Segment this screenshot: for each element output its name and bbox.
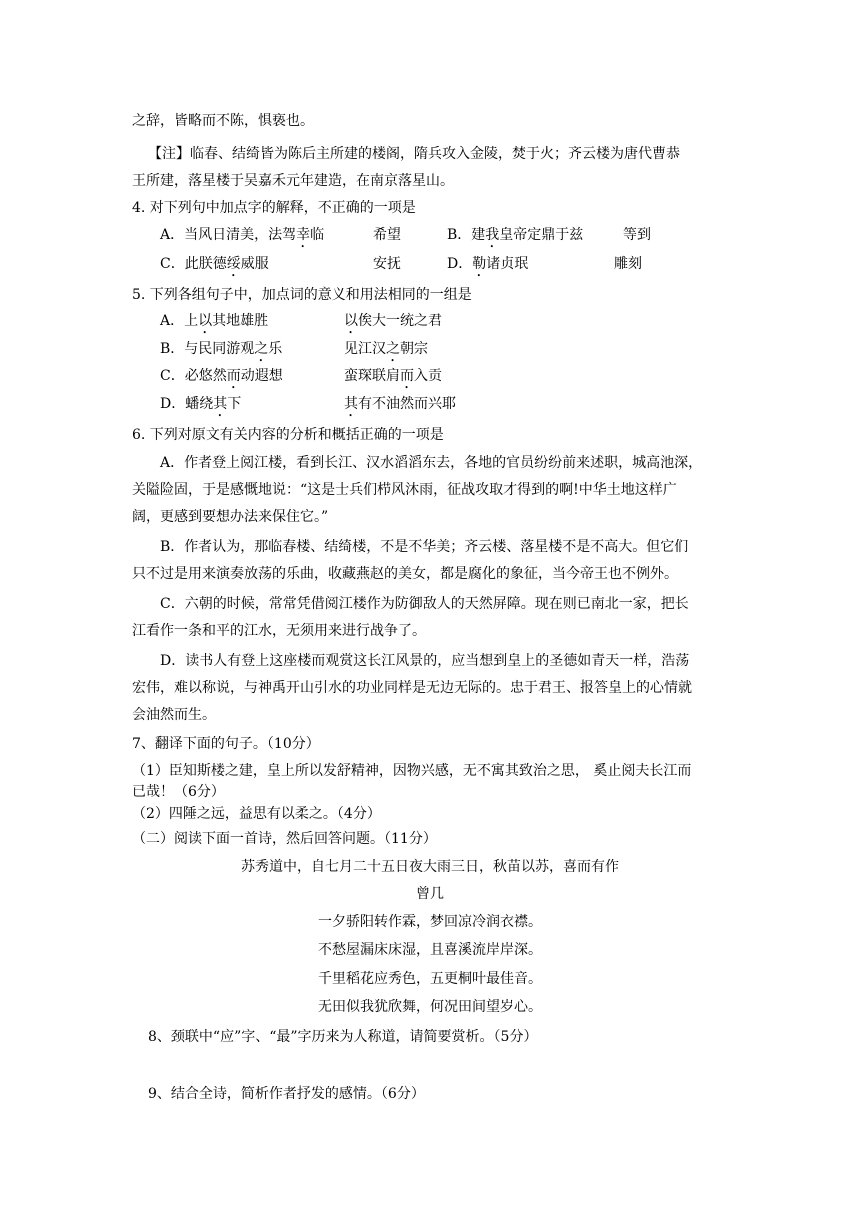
q5-row-c-left: C．必悠然而动遐想 xyxy=(160,368,283,384)
note-line-1: 【注】临春、结绮皆为陈后主所建的楼阁，隋兵攻入金陵，焚于火；齐云楼为唐代曹恭 xyxy=(148,146,680,162)
q5-row-d-left: D．蟠绕其下 xyxy=(160,396,242,412)
q6-option-c-line-1: C．六朝的时候，常常凭借阅江楼作为防御敌人的天然屏障。现在则已南北一家，把长 xyxy=(160,596,689,612)
q8-question: 8、颈联中“应”字、“最”字历来为人称道，请简要赏析。（5分） xyxy=(148,1029,538,1045)
q4-option-a: A．当风日清美，法驾幸临 xyxy=(160,227,325,243)
q4-option-d-gloss: 雕刻 xyxy=(614,256,642,272)
poem-title: 苏秀道中，自七月二十五日夜大雨三日，秋苗以苏，喜而有作 xyxy=(241,859,619,875)
q6-option-a-line-3: 阔，更感到要想办法来保住它。” xyxy=(132,509,329,525)
q4-option-c-gloss: 安抚 xyxy=(373,256,401,272)
q7-stem: 7、翻译下面的句子。（10分） xyxy=(132,736,320,752)
q6-option-d-line-3: 会油然而生。 xyxy=(132,707,216,723)
q4-option-b: B．建我皇帝定鼎于兹 xyxy=(447,227,584,243)
q7-sentence-2: （2）四陲之远，益思有以柔之。（4分） xyxy=(132,806,381,822)
q7-sentence-1-line-1: （1）臣知斯楼之建，皇上所以发舒精神，因物兴感，无不寓其致治之思， 奚止阅夫长江而 xyxy=(132,763,692,779)
q6-stem: 6. 下列对原文有关内容的分析和概括正确的一项是 xyxy=(132,427,444,443)
passage-tail: 之辞，皆略而不陈，惧亵也。 xyxy=(132,113,314,129)
q6-option-d-line-1: D．读书人有登上这座楼而观赏这长江风景的，应当想到皇上的圣德如青天一样，浩荡 xyxy=(160,653,690,669)
q5-row-c-right: 蛮琛联肩而入贡 xyxy=(344,368,442,384)
q5-row-d-right: 其有不油然而兴耶 xyxy=(344,396,456,412)
q6-option-d-line-2: 宏伟，难以称说，与神禹开山引水的功业同样是无边无际的。忠于君王、报答皇上的心情就 xyxy=(132,680,692,696)
poem-line-4: 无田似我犹欣舞，何况田间望岁心。 xyxy=(318,999,542,1015)
note-line-2: 王所建，落星楼于吴嘉禾元年建造，在南京落星山。 xyxy=(132,173,454,189)
q6-option-a-line-1: A．作者登上阅江楼，看到长江、汉水滔滔东去，各地的官员纷纷前来述职，城高池深， xyxy=(160,455,703,471)
poem-line-1: 一夕骄阳转作霖，梦回凉冷润衣襟。 xyxy=(318,914,542,930)
q5-row-a-left: A．上以其地雄胜 xyxy=(160,313,269,329)
q5-row-b-right: 见江汉之朝宗 xyxy=(344,341,428,357)
q4-stem: 4. 对下列句中加点字的解释，不正确的一项是 xyxy=(132,200,416,216)
q6-option-c-line-2: 江看作一条和平的江水，无须用来进行战争了。 xyxy=(132,623,426,639)
poem-line-3: 千里稻花应秀色，五更桐叶最佳音。 xyxy=(318,971,542,987)
q6-option-a-line-2: 关隘险固，于是感慨地说：“这是士兵们栉风沐雨，征战攻取才得到的啊!中华土地这样广 xyxy=(132,482,677,498)
q4-option-c: C．此朕德绥威服 xyxy=(160,256,269,272)
q6-option-b-line-2: 只不过是用来演奏放荡的乐曲，收藏燕赵的美女，都是腐化的象征，当今帝王也不例外。 xyxy=(132,566,678,582)
poem-author: 曾几 xyxy=(416,886,444,902)
q5-row-a-right: 以俟大一统之君 xyxy=(344,313,442,329)
q7-sentence-1-line-2: 已哉！（6分） xyxy=(132,784,225,800)
q4-option-a-gloss: 希望 xyxy=(373,227,401,243)
q5-row-b-left: B．与民同游观之乐 xyxy=(160,341,283,357)
q9-question: 9、结合全诗，简析作者抒发的感情。（6分） xyxy=(148,1086,425,1102)
poem-line-2: 不愁屋漏床床湿，且喜溪流岸岸深。 xyxy=(318,942,542,958)
q4-option-b-gloss: 等到 xyxy=(623,227,651,243)
q6-option-b-line-1: B．作者认为，那临春楼、结绮楼，不是不华美；齐云楼、落星楼不是不高大。但它们 xyxy=(160,539,689,555)
part-two-heading: （二）阅读下面一首诗，然后回答问题。（11分） xyxy=(132,831,437,847)
q5-stem: 5. 下列各组句子中，加点词的意义和用法相同的一组是 xyxy=(132,287,472,303)
q4-option-d: D．勒诸贞珉 xyxy=(447,256,529,272)
